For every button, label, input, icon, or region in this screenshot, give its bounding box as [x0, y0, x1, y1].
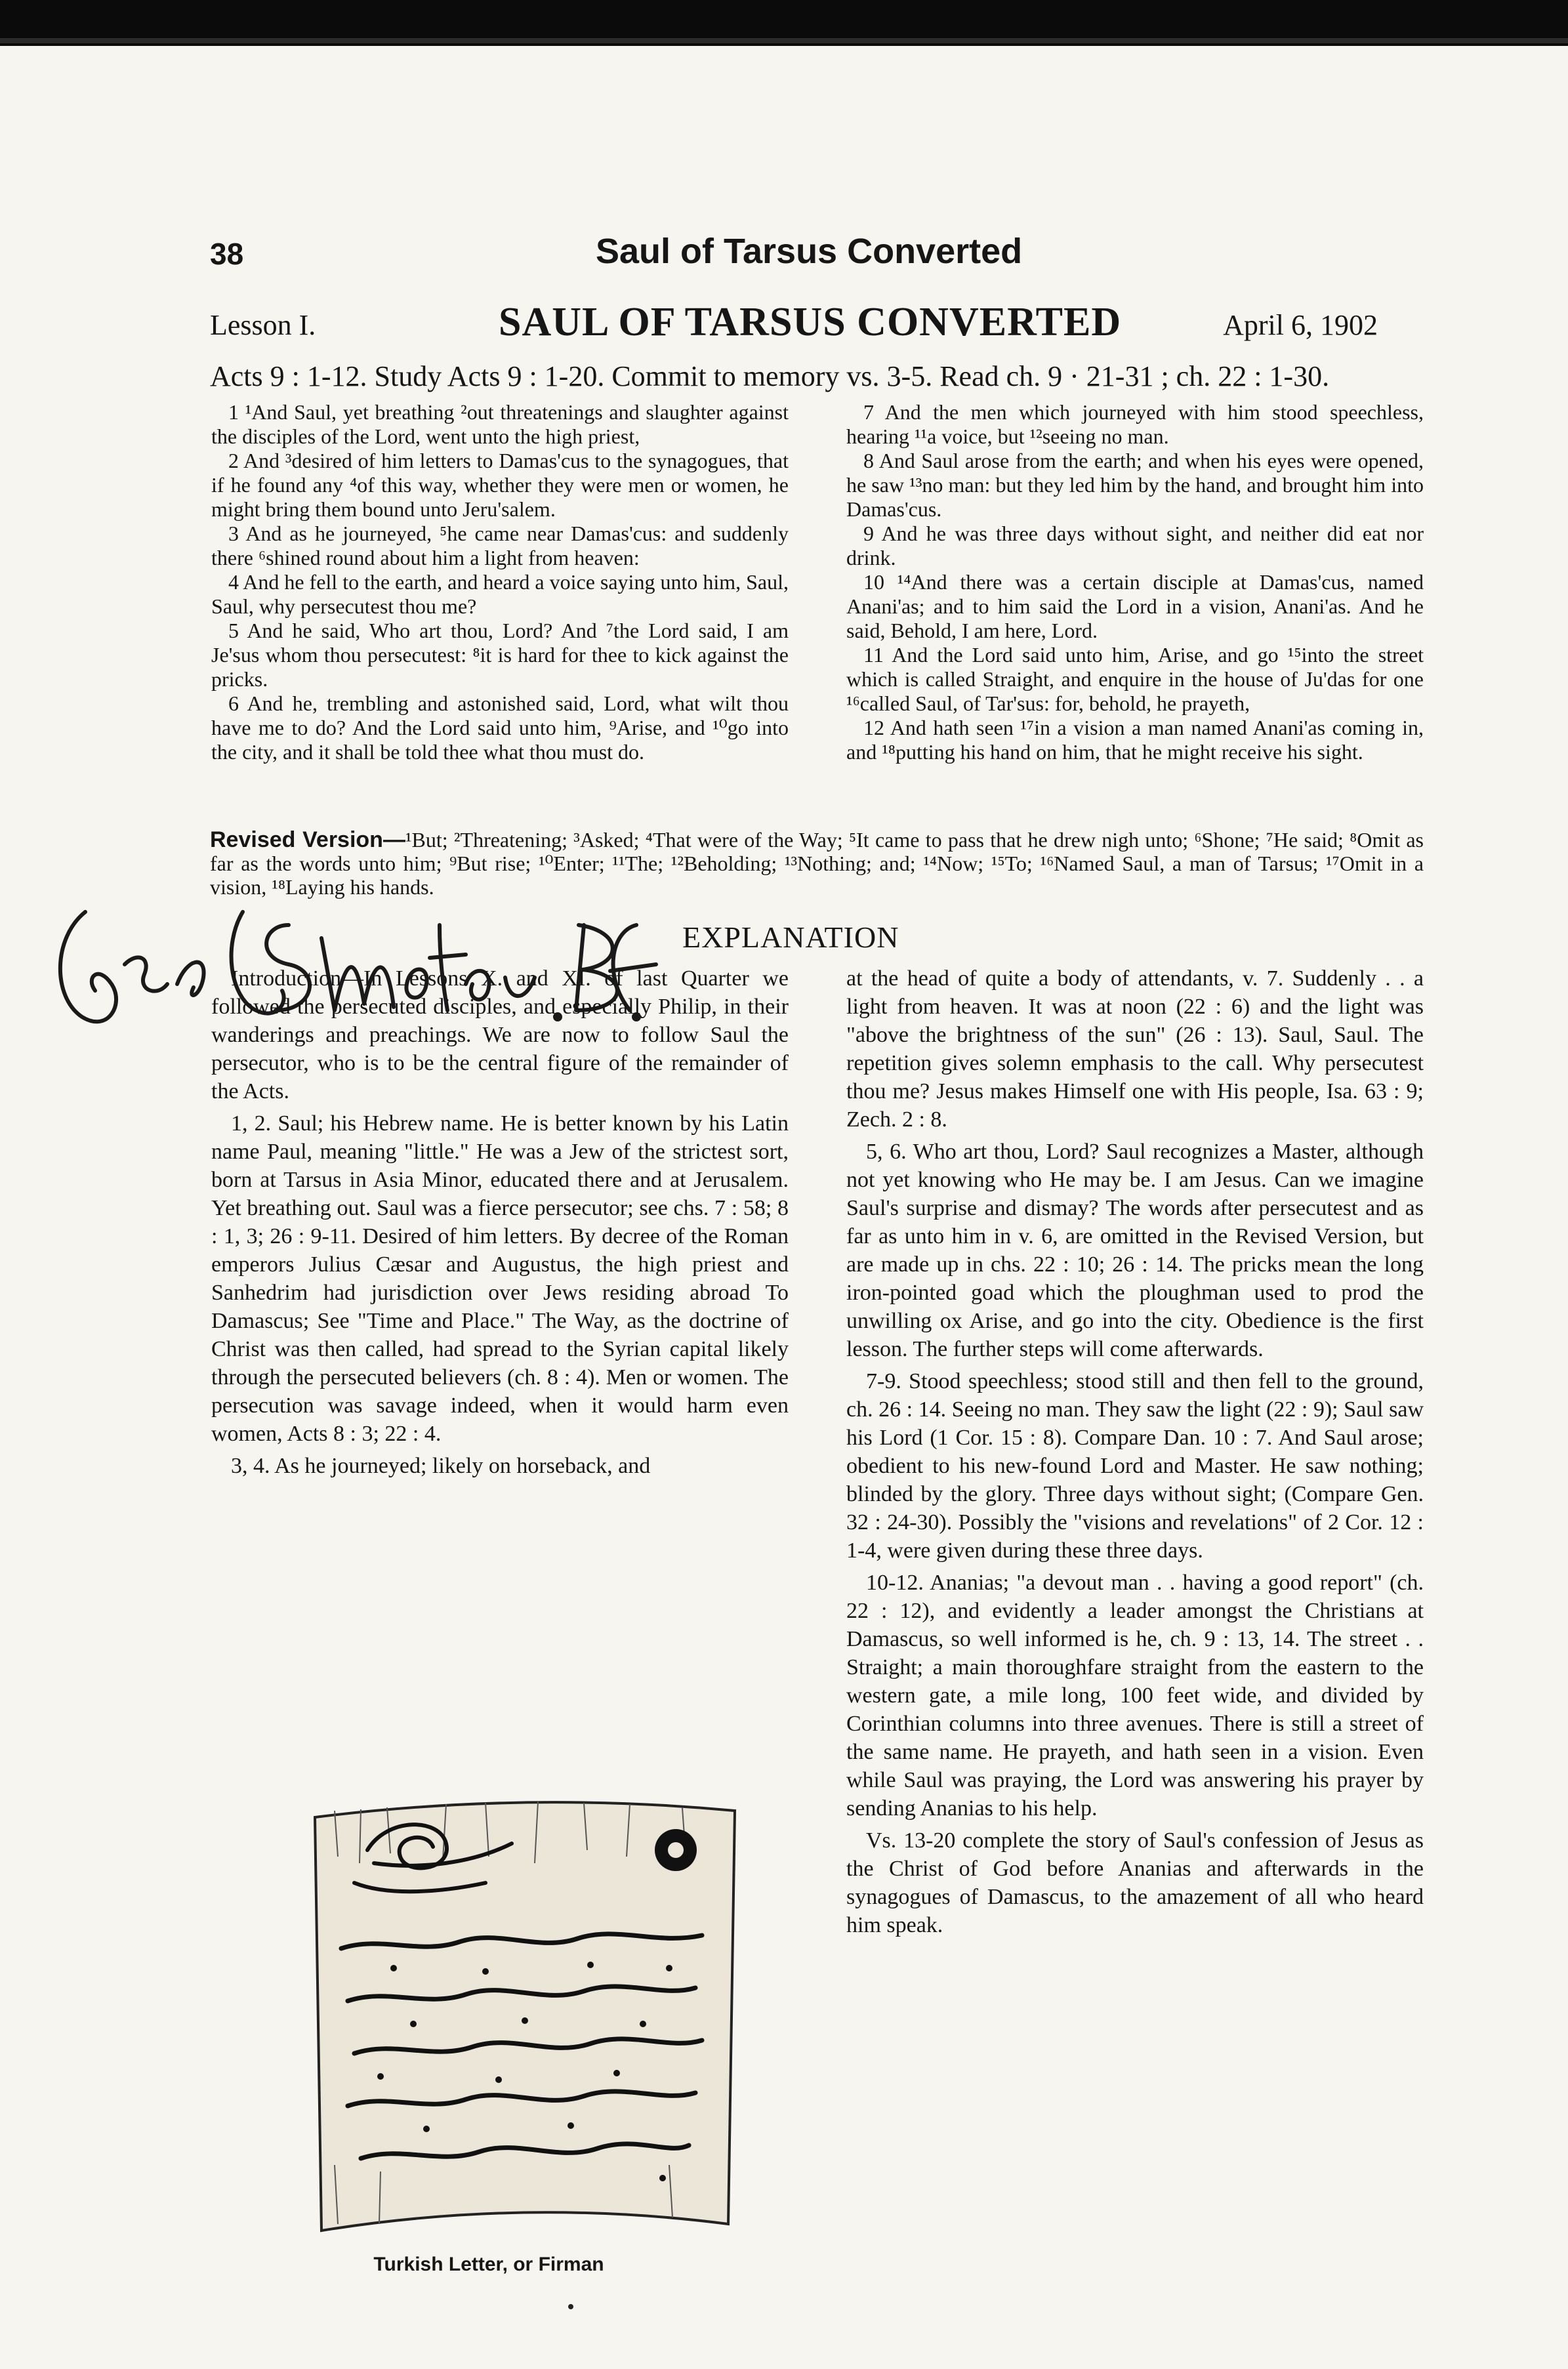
lesson-title: SAUL OF TARSUS CONVERTED [499, 300, 1122, 344]
page-number: 38 [210, 237, 244, 271]
revised-version-text: ¹But; ²Threatening; ³Asked; ⁴That were of the Way; ⁵It came to pass that he drew nigh unto; ⁶Shone; ⁷He said; ⁸Omit as far as the words unto him; ⁹But rise; ¹⁰Enter; ¹¹The; ¹²Beholding; ¹³Nothing; and; ¹⁴Now; ¹⁵To; ¹⁶Named Saul, a man of Tarsus; ¹⁷Omit in a vision, ¹⁸Laying his hands. [210, 828, 1424, 899]
explanation-paragraph: 7-9. Stood speechless; stood still and then fell to the ground, ch. 26 : 14. Seeing no man. They saw the light (22 : 9); Saul saw his Lord (1 Cor. 15 : 8). Compare Dan. 10 : 7. And Saul arose; obedient to his new-found Lord and Master. He saw nothing; blinded by the glory. Three days without sight; (Compare Gen. 32 : 24-30). Possibly the "visions and revelations" of 2 Cor. 12 : 1-4, were given during these three days. [846, 1369, 1424, 1563]
revised-version-label: Revised Version— [210, 827, 405, 852]
explanation-heading: EXPLANATION [682, 920, 899, 954]
verse: 6 And he, trembling and astonished said, Lord, what wilt thou have me to do? And the Lord said unto him, ⁹Arise, and ¹⁰go into the city, and it shall be told thee what thou must do. [211, 691, 789, 764]
explanation-paragraph: Introduction—In Lessons X. and XI. of last Quarter we followed the persecuted disciples, and especially Philip, in their wanderings and preachings. We are now to follow Saul the persecutor, who is to be the central figure of the remainder of the Acts. [211, 966, 789, 1103]
explanation-paragraph: 3, 4. As he journeyed; likely on horseback, and [231, 1454, 651, 1478]
verse: 1 ¹And Saul, yet breathing ²out threatenings and slaughter against the disciples of the Lord, went unto the high priest, [211, 400, 789, 448]
verse: 7 And the men which journeyed with him stood speechless, hearing ¹¹a voice, but ¹²seeing no man. [846, 400, 1424, 448]
lesson-date: April 6, 1902 [1223, 309, 1378, 341]
verses-right-column [846, 400, 1424, 764]
ornament-dot [568, 2304, 573, 2309]
explanation-paragraph: 10-12. Ananias; "a devout man . . having a good report" (ch. 22 : 12), and evidently a leader amongst the Christians at Damascus, so well informed is he, ch. 9 : 13, 14. The street . . Straight; a main thoroughfare straight from the eastern to the western gate, a mile long, 100 feet wide, and divided by Corinthian columns into three avenues. There is still a street of the same name. He prayeth, and hath seen in a vision. Even while Saul was praying, the Lord was answering his prayer by sending Ananias to his help. [846, 1571, 1424, 1821]
figure-caption: Turkish Letter, or Firman [373, 2254, 604, 2275]
running-head: Saul of Tarsus Converted [596, 232, 1023, 271]
verse: 10 ¹⁴And there was a certain disciple at Damas'cus, named Anani'as; and to him said the Lord in a vision, Anani'as. And he said, Behold, I am here, Lord. [846, 570, 1424, 642]
explanation-left-column [211, 964, 789, 1484]
explanation-paragraph: Vs. 13-20 complete the story of Saul's confession of Jesus as the Christ of God before Ananias and afterwards in the synagogues of Damascus, to the amazement of all who heard him speak. [846, 1828, 1424, 1937]
explanation-right-column [846, 964, 1424, 1943]
verse: 11 And the Lord said unto him, Arise, and go ¹⁵into the street which is called Straight, and enquire in the house of Ju'das for one ¹⁶called Saul, of Tar'sus: for, behold, he prayeth, [846, 643, 1424, 715]
verses-left-column [211, 400, 789, 764]
explanation-paragraph: at the head of quite a body of attendants, v. 7. Suddenly . . a light from heaven. It was at noon (22 : 6) and the light was "above the brightness of the sun" (26 : 13). Saul, Saul. The repetition gives solemn emphasis to the call. Why persecutest thou me? Jesus makes Himself one with His people, Isa. 63 : 9; Zech. 2 : 8. [846, 966, 1424, 1132]
verse: 5 And he said, Who art thou, Lord? And ⁷the Lord said, I am Je'sus whom thou persecutest: ⁸it is hard for thee to kick against the pricks. [211, 619, 789, 691]
verse: 4 And he fell to the earth, and heard a voice saying unto him, Saul, Saul, why persecutest thou me? [211, 570, 789, 618]
verse: 9 And he was three days without sight, and neither did eat nor drink. [846, 522, 1424, 569]
lesson-label: Lesson I. [210, 309, 316, 341]
scan-border [0, 0, 1568, 46]
verse: 8 And Saul arose from the earth; and when his eyes were opened, he saw ¹³no man: but they led him by the hand, and brought him into Damas'cus. [846, 449, 1424, 521]
explanation-paragraph: 5, 6. Who art thou, Lord? Saul recognizes a Master, although not yet knowing who He may be. I am Jesus. Can we imagine Saul's surprise and dismay? The words after persecutest and as far as unto him in v. 6, are omitted in the Revised Version, but are made up in chs. 22 : 10; 26 : 14. The pricks mean the long iron-pointed goad which the ploughman used to prod the unwilling ox Arise, and go into the city. Obedience is the first lesson. The further steps will come afterwards. [846, 1140, 1424, 1361]
verse: 2 And ³desired of him letters to Damas'cus to the synagogues, that if he found any ⁴of this way, whether they were men or women, he might bring them bound unto Jeru'salem. [211, 449, 789, 521]
turkish-firman-illustration [276, 1771, 774, 2244]
explanation-paragraph: 1, 2. Saul; his Hebrew name. He is better known by his Latin name Paul, meaning "little." He was a Jew of the strictest sort, born at Tarsus in Asia Minor, educated there and at Jerusalem. Yet breathing out. Saul was a fierce persecutor; see chs. 7 : 58; 8 : 1, 3; 26 : 9-11. Desired of him letters. By decree of the Roman emperors Julius Cæsar and Augustus, the high priest and Sanhedrim had jurisdiction over Jews residing abroad To Damascus; See "Time and Place." The Way, as the doctrine of Christ was then called, had spread to the Syrian capital likely through the persecuted believers (ch. 8 : 4). Men or women. The persecution was savage indeed, when it would harm even women, Acts 8 : 3; 22 : 4. [211, 1111, 789, 1446]
verse: 12 And hath seen ¹⁷in a vision a man named Anani'as coming in, and ¹⁸putting his hand on him, that he might receive his sight. [846, 716, 1424, 764]
scripture-references: Acts 9 : 1-12. Study Acts 9 : 1-20. Commit to memory vs. 3-5. Read ch. 9 · 21-31 ; ch. 22 : 1-30. [210, 360, 1330, 392]
verse: 3 And as he journeyed, ⁵he came near Damas'cus: and suddenly there ⁶shined round about him a light from heaven: [211, 522, 789, 569]
